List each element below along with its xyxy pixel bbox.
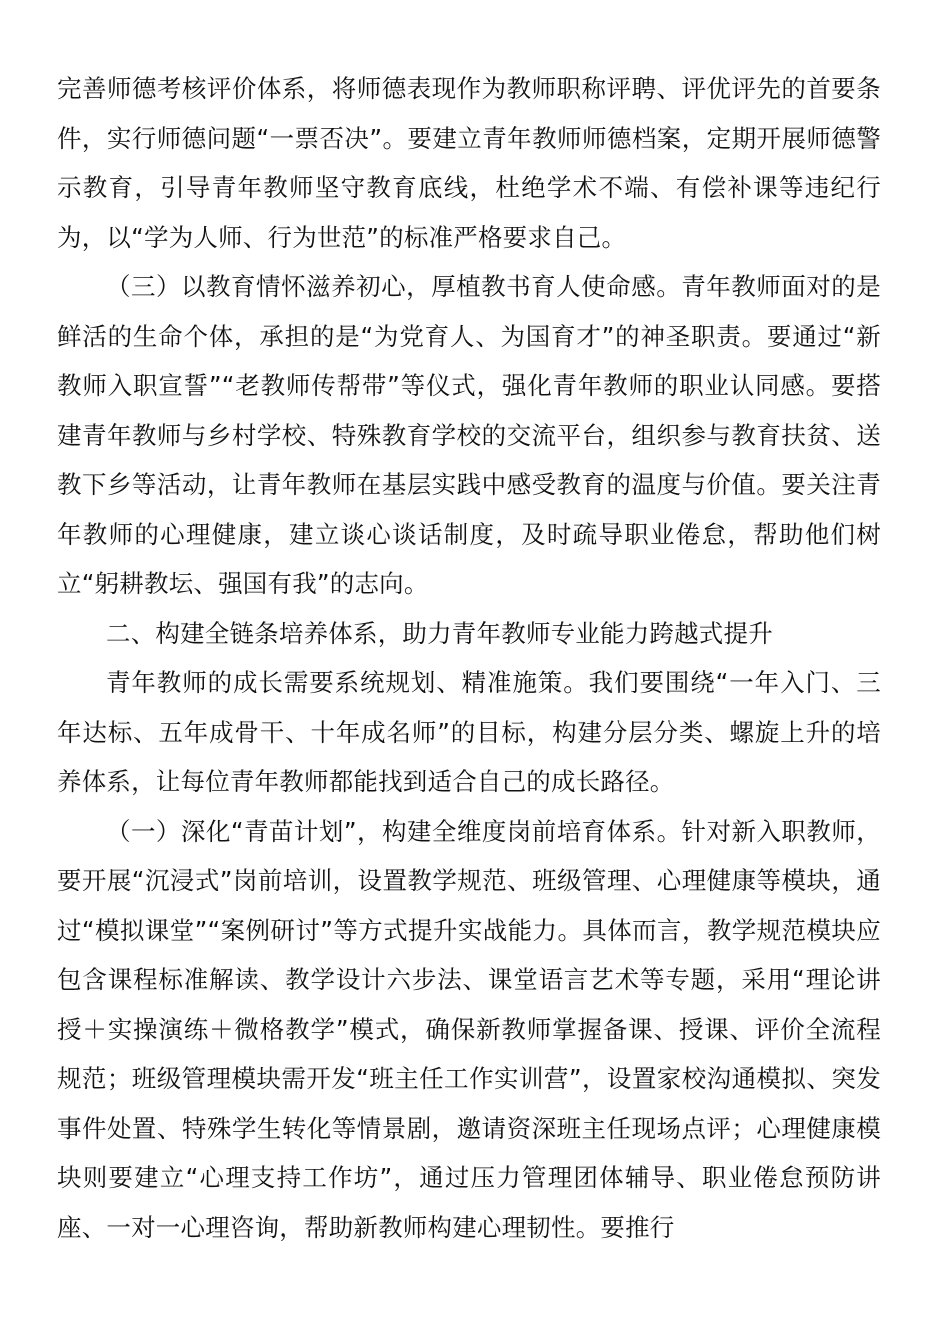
- document-page: [57, 64, 881, 1252]
- body-paragraph: 完善师德考核评价体系，将师德表现作为教师职称评聘、评优评先的首要条件，实行师德问题“一票否决”。要建立青年教师师德档案，定期开展师德警示教育，引导青年教师坚守教育底线，杜绝学术不端、有偿补课等违纪行为，以“学为人师、行为世范”的标准严格要求自己。: [57, 74, 881, 252]
- body-paragraph: （三）以教育情怀滋养初心，厚植教书育人使命感。青年教师面对的是鲜活的生命个体，承担的是“为党育人、为国育才”的神圣职责。要通过“新教师入职宣誓”“老教师传帮带”等仪式，强化青年教师的职业认同感。要搭建青年教师与乡村学校、特殊教育学校的交流平台，组织参与教育扶贫、送教下乡等活动，让青年教师在基层实践中感受教育的温度与价值。要关注青年教师的心理健康，建立谈心谈话制度，及时疏导职业倦怠，帮助他们树立“躬耕教坛、强国有我”的志向。: [57, 272, 881, 598]
- section-heading: 二、构建全链条培养体系，助力青年教师专业能力跨越式提升: [106, 618, 773, 648]
- body-paragraph: 青年教师的成长需要系统规划、精准施策。我们要围绕“一年入门、三年达标、五年成骨干、十年成名师”的目标，构建分层分类、螺旋上升的培养体系，让每位青年教师都能找到适合自己的成长路径。: [57, 668, 881, 796]
- body-paragraph: （一）深化“青苗计划”，构建全维度岗前培育体系。针对新入职教师，要开展“沉浸式”岗前培训，设置教学规范、班级管理、心理健康等模块，通过“模拟课堂”“案例研讨”等方式提升实战能力。具体而言，教学规范模块应包含课程标准解读、教学设计六步法、课堂语言艺术等专题，采用“理论讲授＋实操演练＋微格教学”模式，确保新教师掌握备课、授课、评价全流程规范；班级管理模块需开发“班主任工作实训营”，设置家校沟通模拟、突发事件处置、特殊学生转化等情景剧，邀请资深班主任现场点评；心理健康模块则要建立“心理支持工作坊”，通过压力管理团体辅导、职业倦怠预防讲座、一对一心理咨询，帮助新教师构建心理韧性。要推行: [57, 816, 881, 1242]
